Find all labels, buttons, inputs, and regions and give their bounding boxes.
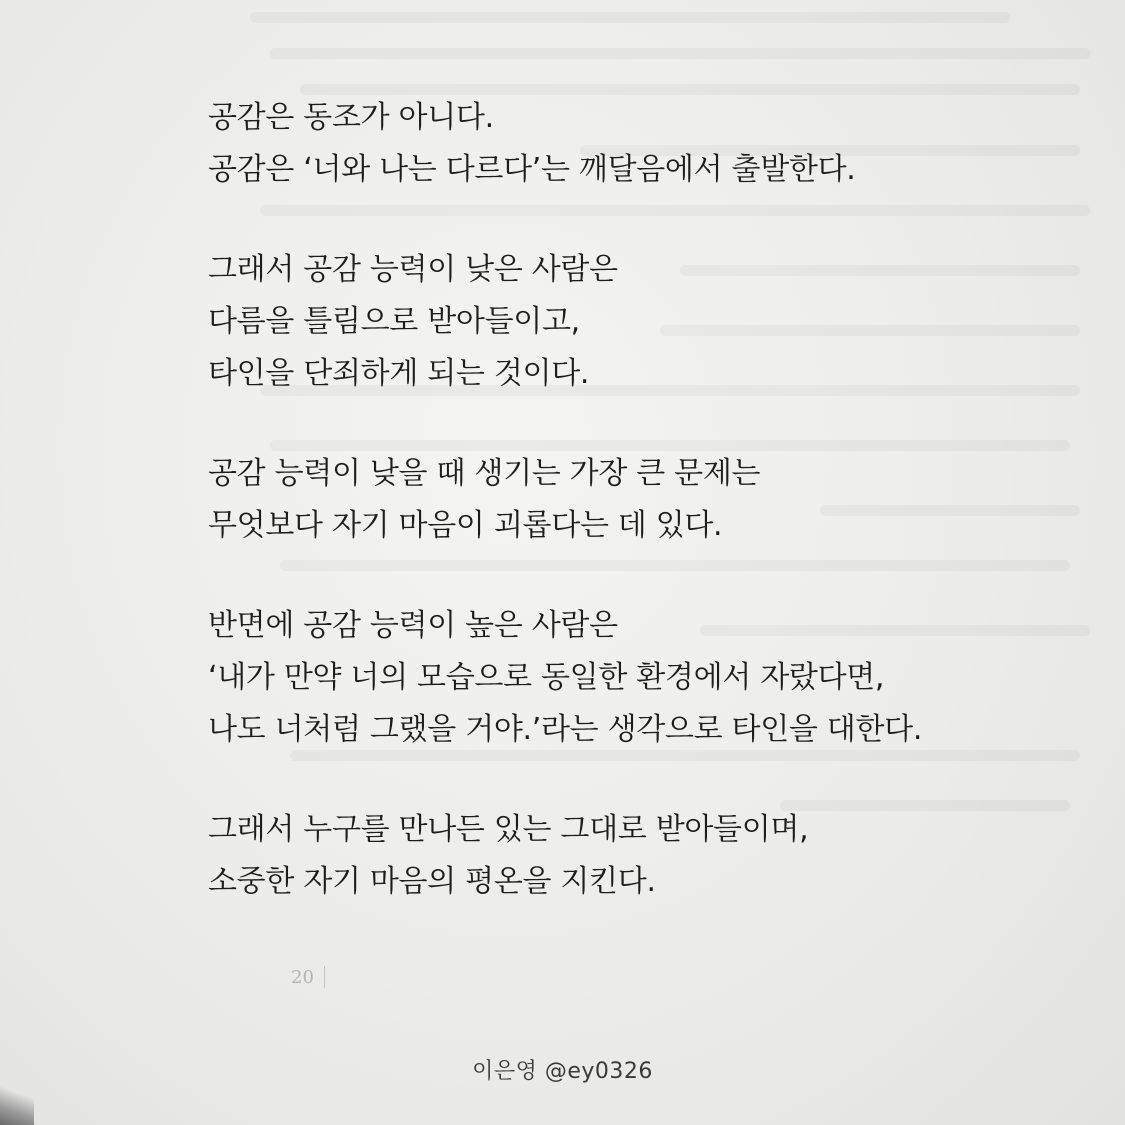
footer-divider	[324, 966, 325, 988]
text-line: 공감은 동조가 아니다.	[208, 100, 494, 135]
page-corner-shadow	[0, 1085, 34, 1125]
text-line: 소중한 자기 마음의 평온을 지킨다.	[208, 864, 656, 899]
paragraph	[208, 600, 1088, 756]
text-line: 나도 너처럼 그랬을 거야.’라는 생각으로 타인을 대한다.	[208, 712, 923, 747]
paragraph	[208, 804, 1088, 908]
text-line: 그래서 누구를 만나든 있는 그대로 받아들이며,	[208, 812, 809, 847]
text-line: 무엇보다 자기 마음이 괴롭다는 데 있다.	[208, 508, 723, 543]
body-text	[208, 92, 1088, 956]
page-number: 20	[291, 966, 314, 988]
show-through-line	[270, 48, 1090, 59]
text-line: ‘내가 만약 너의 모습으로 동일한 환경에서 자랐다면,	[208, 660, 885, 695]
text-line: 공감 능력이 낮을 때 생기는 가장 큰 문제는	[208, 456, 761, 491]
paragraph	[208, 92, 1088, 196]
text-line: 타인을 단죄하게 되는 것이다.	[208, 356, 590, 391]
author-credit: 이은영 @ey0326	[472, 1059, 653, 1084]
text-line: 그래서 공감 능력이 낮은 사람은	[208, 252, 618, 287]
show-through-line	[250, 12, 1010, 23]
paragraph	[208, 244, 1088, 400]
page-footer	[291, 962, 325, 992]
text-line: 공감은 ‘너와 나는 다르다’는 깨달음에서 출발한다.	[208, 152, 856, 187]
text-line: 다름을 틀림으로 받아들이고,	[208, 304, 580, 339]
paragraph	[208, 448, 1088, 552]
text-line: 반면에 공감 능력이 높은 사람은	[208, 608, 618, 643]
